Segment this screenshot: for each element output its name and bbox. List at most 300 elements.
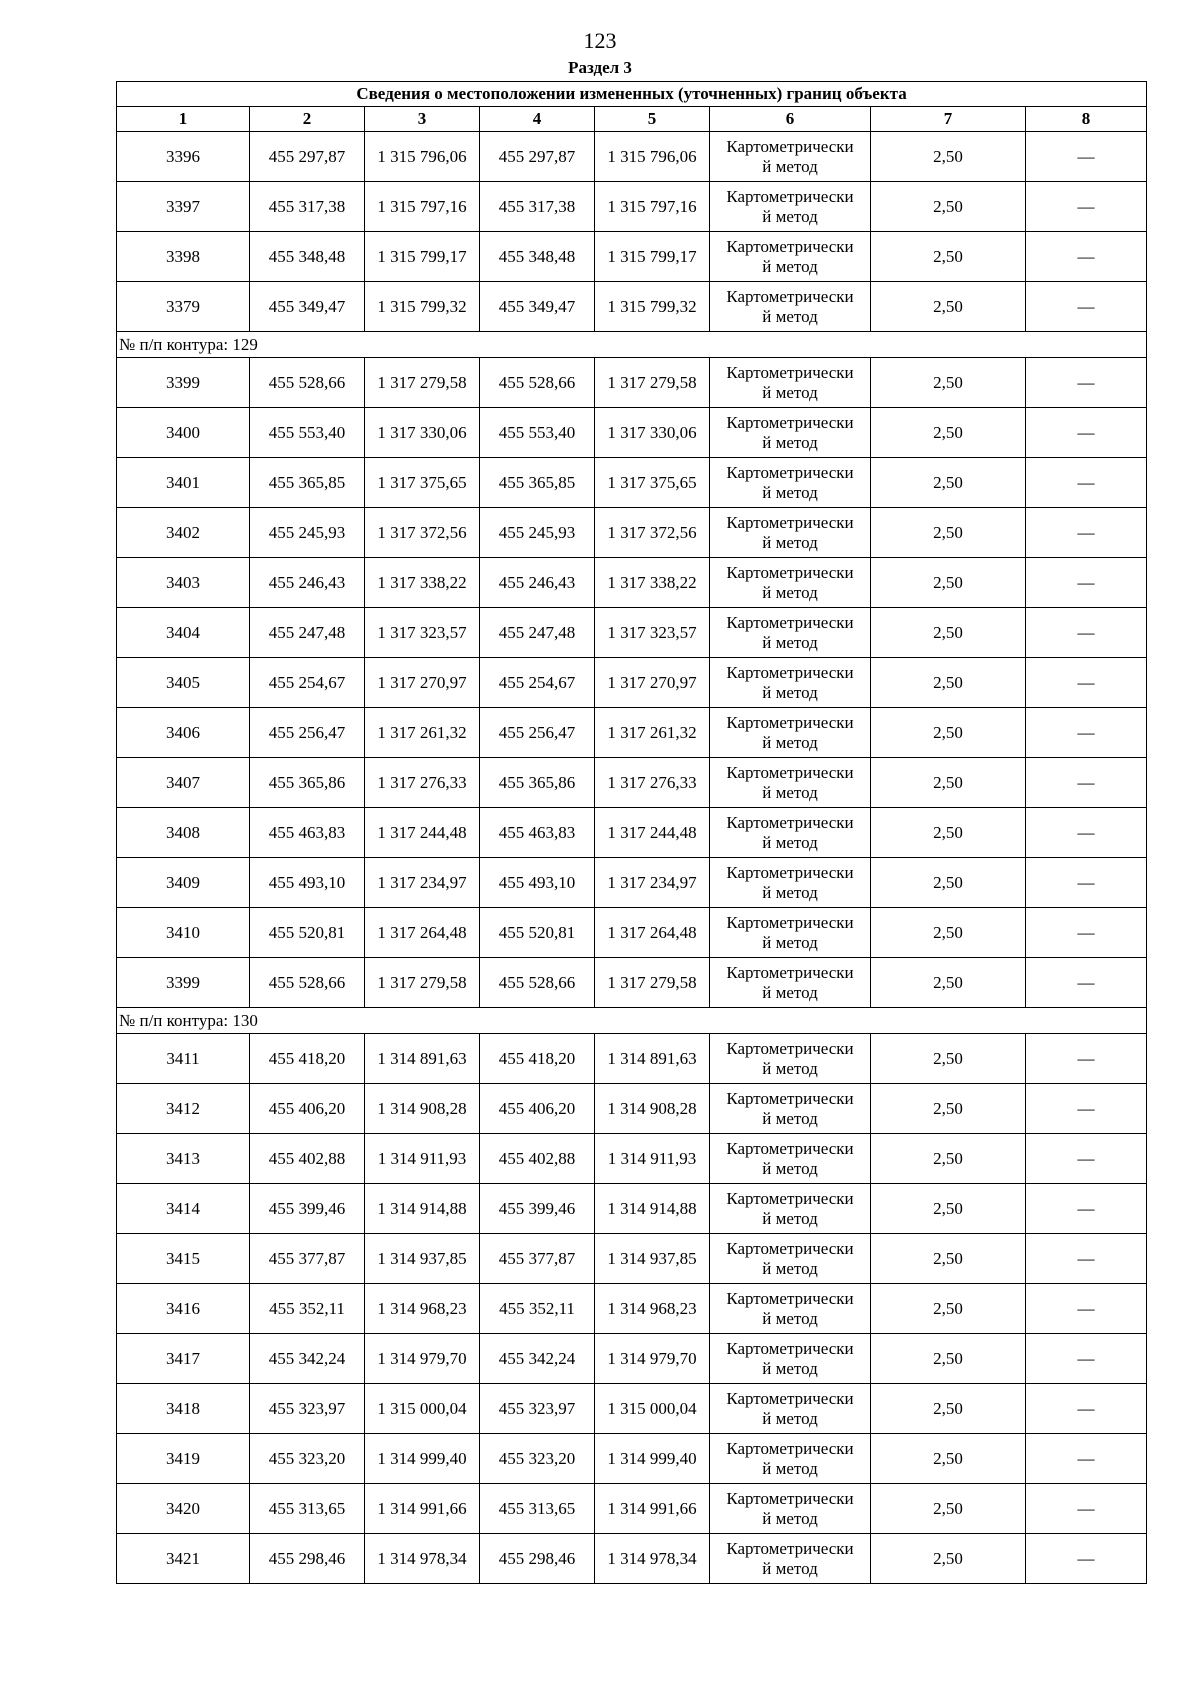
point-number-cell: 3411 [117,1034,250,1084]
point-number-cell: 3414 [117,1184,250,1234]
precision-cell: 2,50 [871,408,1026,458]
y-existing-cell: 1 314 914,88 [365,1184,480,1234]
y-existing-cell: 1 317 270,97 [365,658,480,708]
precision-cell: 2,50 [871,1034,1026,1084]
method-cell [710,1334,871,1384]
column-number-header: 2 [250,107,365,132]
method-text-line1: Картометрически [726,1338,854,1358]
point-number-cell: 3420 [117,1484,250,1534]
precision-cell: 2,50 [871,1434,1026,1484]
x-refined-cell: 455 313,65 [480,1484,595,1534]
x-refined-cell: 455 256,47 [480,708,595,758]
y-existing-cell: 1 317 323,57 [365,608,480,658]
y-existing-cell: 1 317 279,58 [365,358,480,408]
point-number-cell: 3398 [117,232,250,282]
method-text-line1: Картометрически [726,1538,854,1558]
precision-cell: 2,50 [871,508,1026,558]
method-cell [710,1384,871,1434]
y-existing-cell: 1 317 264,48 [365,908,480,958]
table-title: Сведения о местоположении измененных (уточненных) границ объекта [117,82,1147,107]
method-text-line1: Картометрически [726,612,854,632]
description-cell: — [1026,1334,1147,1384]
x-existing-cell: 455 528,66 [250,958,365,1008]
point-number-cell: 3399 [117,958,250,1008]
point-number-cell: 3417 [117,1334,250,1384]
table-title-row [117,82,1147,107]
x-refined-cell: 455 323,20 [480,1434,595,1484]
y-existing-cell: 1 314 991,66 [365,1484,480,1534]
method-text-line1: Картометрически [726,412,854,432]
x-existing-cell: 455 418,20 [250,1034,365,1084]
x-existing-cell: 455 297,87 [250,132,365,182]
precision-cell: 2,50 [871,658,1026,708]
x-existing-cell: 455 245,93 [250,508,365,558]
description-cell: — [1026,908,1147,958]
description-cell: — [1026,1284,1147,1334]
method-text-line2: й метод [762,782,818,802]
y-refined-cell: 1 314 978,34 [595,1534,710,1584]
column-number-header: 1 [117,107,250,132]
x-existing-cell: 455 317,38 [250,182,365,232]
point-number-cell: 3402 [117,508,250,558]
method-text-line2: й метод [762,582,818,602]
description-cell: — [1026,1034,1147,1084]
y-existing-cell: 1 314 908,28 [365,1084,480,1134]
boundary-coordinates-table [116,81,1147,1584]
method-text-line1: Картометрически [726,286,854,306]
method-cell [710,358,871,408]
table-row [117,182,1147,232]
table-row [117,1334,1147,1384]
y-refined-cell: 1 315 799,17 [595,232,710,282]
table-row [117,232,1147,282]
method-cell [710,1434,871,1484]
y-existing-cell: 1 315 799,32 [365,282,480,332]
y-refined-cell: 1 317 330,06 [595,408,710,458]
method-cell [710,1084,871,1134]
method-text-line2: й метод [762,1158,818,1178]
method-cell [710,658,871,708]
column-number-header: 5 [595,107,710,132]
method-text-line1: Картометрически [726,712,854,732]
method-cell [710,1484,871,1534]
description-cell: — [1026,1134,1147,1184]
table-row [117,1084,1147,1134]
x-refined-cell: 455 348,48 [480,232,595,282]
column-number-header: 3 [365,107,480,132]
method-cell [710,132,871,182]
y-existing-cell: 1 317 338,22 [365,558,480,608]
precision-cell: 2,50 [871,558,1026,608]
method-text-line1: Картометрически [726,812,854,832]
description-cell: — [1026,808,1147,858]
x-existing-cell: 455 352,11 [250,1284,365,1334]
y-refined-cell: 1 317 261,32 [595,708,710,758]
precision-cell: 2,50 [871,958,1026,1008]
x-existing-cell: 455 323,97 [250,1384,365,1434]
method-cell [710,1034,871,1084]
x-existing-cell: 455 493,10 [250,858,365,908]
y-refined-cell: 1 314 999,40 [595,1434,710,1484]
method-text-line2: й метод [762,732,818,752]
description-cell: — [1026,958,1147,1008]
contour-label: № п/п контура: 129 [117,332,1147,358]
point-number-cell: 3406 [117,708,250,758]
table-row [117,1384,1147,1434]
y-existing-cell: 1 317 261,32 [365,708,480,758]
x-refined-cell: 455 349,47 [480,282,595,332]
x-existing-cell: 455 323,20 [250,1434,365,1484]
method-cell [710,1134,871,1184]
description-cell: — [1026,232,1147,282]
x-refined-cell: 455 493,10 [480,858,595,908]
method-cell [710,708,871,758]
precision-cell: 2,50 [871,608,1026,658]
y-existing-cell: 1 315 000,04 [365,1384,480,1434]
y-refined-cell: 1 315 796,06 [595,132,710,182]
point-number-cell: 3397 [117,182,250,232]
description-cell: — [1026,608,1147,658]
method-text-line1: Картометрически [726,1388,854,1408]
description-cell: — [1026,858,1147,908]
x-refined-cell: 455 553,40 [480,408,595,458]
y-refined-cell: 1 314 908,28 [595,1084,710,1134]
point-number-cell: 3409 [117,858,250,908]
y-existing-cell: 1 315 797,16 [365,182,480,232]
method-text-line2: й метод [762,1558,818,1578]
column-number-header: 7 [871,107,1026,132]
description-cell: — [1026,1184,1147,1234]
table-row [117,1134,1147,1184]
precision-cell: 2,50 [871,1384,1026,1434]
table-row [117,808,1147,858]
x-refined-cell: 455 365,85 [480,458,595,508]
y-existing-cell: 1 314 999,40 [365,1434,480,1484]
y-refined-cell: 1 314 891,63 [595,1034,710,1084]
x-refined-cell: 455 528,66 [480,358,595,408]
y-refined-cell: 1 317 375,65 [595,458,710,508]
point-number-cell: 3413 [117,1134,250,1184]
method-text-line2: й метод [762,482,818,502]
x-refined-cell: 455 406,20 [480,1084,595,1134]
y-existing-cell: 1 315 799,17 [365,232,480,282]
y-existing-cell: 1 315 796,06 [365,132,480,182]
method-text-line2: й метод [762,1258,818,1278]
description-cell: — [1026,358,1147,408]
description-cell: — [1026,1234,1147,1284]
table-row [117,858,1147,908]
y-existing-cell: 1 317 276,33 [365,758,480,808]
description-cell: — [1026,508,1147,558]
table-row [117,1484,1147,1534]
method-text-line2: й метод [762,156,818,176]
description-cell: — [1026,558,1147,608]
y-existing-cell: 1 314 979,70 [365,1334,480,1384]
point-number-cell: 3408 [117,808,250,858]
y-refined-cell: 1 317 264,48 [595,908,710,958]
y-refined-cell: 1 317 338,22 [595,558,710,608]
x-refined-cell: 455 399,46 [480,1184,595,1234]
point-number-cell: 3418 [117,1384,250,1434]
y-refined-cell: 1 314 937,85 [595,1234,710,1284]
page-number: 123 [583,28,617,53]
method-text-line2: й метод [762,1108,818,1128]
method-cell [710,808,871,858]
method-text-line1: Картометрически [726,1038,854,1058]
method-text-line2: й метод [762,1458,818,1478]
x-refined-cell: 455 463,83 [480,808,595,858]
contour-header-row [117,1008,1147,1034]
x-existing-cell: 455 463,83 [250,808,365,858]
y-existing-cell: 1 317 234,97 [365,858,480,908]
method-text-line2: й метод [762,1358,818,1378]
method-text-line2: й метод [762,882,818,902]
table-row [117,132,1147,182]
x-refined-cell: 455 323,97 [480,1384,595,1434]
table-row [117,908,1147,958]
y-refined-cell: 1 317 279,58 [595,358,710,408]
x-existing-cell: 455 298,46 [250,1534,365,1584]
method-cell [710,858,871,908]
description-cell: — [1026,458,1147,508]
method-cell [710,758,871,808]
point-number-cell: 3396 [117,132,250,182]
precision-cell: 2,50 [871,808,1026,858]
table-row [117,458,1147,508]
point-number-cell: 3405 [117,658,250,708]
method-text-line2: й метод [762,1308,818,1328]
table-row [117,1434,1147,1484]
method-text-line2: й метод [762,932,818,952]
method-text-line1: Картометрически [726,462,854,482]
precision-cell: 2,50 [871,132,1026,182]
x-existing-cell: 455 399,46 [250,1184,365,1234]
point-number-cell: 3410 [117,908,250,958]
x-existing-cell: 455 247,48 [250,608,365,658]
table-row [117,608,1147,658]
method-text-line1: Картометрически [726,1138,854,1158]
method-text-line2: й метод [762,982,818,1002]
method-text-line1: Картометрически [726,562,854,582]
precision-cell: 2,50 [871,708,1026,758]
point-number-cell: 3415 [117,1234,250,1284]
y-existing-cell: 1 314 891,63 [365,1034,480,1084]
table-row [117,758,1147,808]
method-cell [710,458,871,508]
precision-cell: 2,50 [871,1334,1026,1384]
precision-cell: 2,50 [871,1134,1026,1184]
method-text-line2: й метод [762,382,818,402]
y-existing-cell: 1 317 279,58 [365,958,480,1008]
method-cell [710,1284,871,1334]
precision-cell: 2,50 [871,858,1026,908]
point-number-cell: 3407 [117,758,250,808]
y-refined-cell: 1 317 244,48 [595,808,710,858]
method-cell [710,408,871,458]
x-refined-cell: 455 246,43 [480,558,595,608]
y-existing-cell: 1 314 911,93 [365,1134,480,1184]
method-text-line2: й метод [762,256,818,276]
method-cell [710,958,871,1008]
x-existing-cell: 455 365,85 [250,458,365,508]
method-text-line1: Картометрически [726,762,854,782]
description-cell: — [1026,182,1147,232]
x-refined-cell: 455 352,11 [480,1284,595,1334]
method-text-line2: й метод [762,832,818,852]
table-row [117,1034,1147,1084]
description-cell: — [1026,1084,1147,1134]
point-number-cell: 3404 [117,608,250,658]
x-existing-cell: 455 246,43 [250,558,365,608]
column-number-header: 4 [480,107,595,132]
precision-cell: 2,50 [871,282,1026,332]
y-existing-cell: 1 314 978,34 [365,1534,480,1584]
method-text-line1: Картометрически [726,236,854,256]
y-refined-cell: 1 317 276,33 [595,758,710,808]
method-text-line2: й метод [762,206,818,226]
x-existing-cell: 455 342,24 [250,1334,365,1384]
contour-label: № п/п контура: 130 [117,1008,1147,1034]
column-number-row [117,107,1147,132]
x-refined-cell: 455 418,20 [480,1034,595,1084]
method-text-line2: й метод [762,632,818,652]
y-existing-cell: 1 314 937,85 [365,1234,480,1284]
description-cell: — [1026,408,1147,458]
table-row [117,508,1147,558]
precision-cell: 2,50 [871,758,1026,808]
x-existing-cell: 455 348,48 [250,232,365,282]
y-refined-cell: 1 317 270,97 [595,658,710,708]
point-number-cell: 3399 [117,358,250,408]
method-text-line2: й метод [762,682,818,702]
x-existing-cell: 455 402,88 [250,1134,365,1184]
y-existing-cell: 1 317 244,48 [365,808,480,858]
y-existing-cell: 1 317 330,06 [365,408,480,458]
table-row [117,1284,1147,1334]
table-row [117,708,1147,758]
x-existing-cell: 455 406,20 [250,1084,365,1134]
table-row [117,1234,1147,1284]
x-refined-cell: 455 254,67 [480,658,595,708]
y-existing-cell: 1 314 968,23 [365,1284,480,1334]
method-text-line1: Картометрически [726,862,854,882]
precision-cell: 2,50 [871,182,1026,232]
y-refined-cell: 1 317 279,58 [595,958,710,1008]
x-refined-cell: 455 317,38 [480,182,595,232]
section-title: Раздел 3 [568,58,632,77]
y-refined-cell: 1 314 968,23 [595,1284,710,1334]
method-text-line2: й метод [762,1508,818,1528]
y-refined-cell: 1 314 991,66 [595,1484,710,1534]
method-cell [710,608,871,658]
x-existing-cell: 455 365,86 [250,758,365,808]
precision-cell: 2,50 [871,1184,1026,1234]
table-row [117,658,1147,708]
method-text-line2: й метод [762,1408,818,1428]
y-refined-cell: 1 314 914,88 [595,1184,710,1234]
description-cell: — [1026,658,1147,708]
method-text-line1: Картометрически [726,962,854,982]
table-row [117,1534,1147,1584]
method-text-line1: Картометрически [726,1238,854,1258]
method-text-line1: Картометрически [726,136,854,156]
x-existing-cell: 455 520,81 [250,908,365,958]
method-text-line1: Картометрически [726,1188,854,1208]
y-existing-cell: 1 317 372,56 [365,508,480,558]
method-text-line1: Картометрически [726,1488,854,1508]
method-text-line1: Картометрически [726,362,854,382]
method-cell [710,508,871,558]
y-refined-cell: 1 314 911,93 [595,1134,710,1184]
description-cell: — [1026,1534,1147,1584]
x-existing-cell: 455 254,67 [250,658,365,708]
precision-cell: 2,50 [871,358,1026,408]
method-text-line2: й метод [762,432,818,452]
precision-cell: 2,50 [871,232,1026,282]
x-refined-cell: 455 342,24 [480,1334,595,1384]
x-refined-cell: 455 297,87 [480,132,595,182]
method-text-line1: Картометрически [726,1438,854,1458]
contour-header-row [117,332,1147,358]
y-refined-cell: 1 315 799,32 [595,282,710,332]
precision-cell: 2,50 [871,1084,1026,1134]
description-cell: — [1026,1434,1147,1484]
x-existing-cell: 455 553,40 [250,408,365,458]
point-number-cell: 3412 [117,1084,250,1134]
column-number-header: 6 [710,107,871,132]
table-row [117,1184,1147,1234]
table-row [117,282,1147,332]
method-cell [710,1234,871,1284]
method-cell [710,1534,871,1584]
method-cell [710,1184,871,1234]
method-text-line1: Картометрически [726,1288,854,1308]
method-text-line1: Картометрически [726,512,854,532]
description-cell: — [1026,132,1147,182]
method-cell [710,182,871,232]
y-refined-cell: 1 317 234,97 [595,858,710,908]
method-text-line1: Картометрически [726,1088,854,1108]
description-cell: — [1026,1384,1147,1434]
method-cell [710,558,871,608]
method-text-line2: й метод [762,1208,818,1228]
x-refined-cell: 455 245,93 [480,508,595,558]
x-refined-cell: 455 377,87 [480,1234,595,1284]
method-text-line1: Картометрически [726,912,854,932]
y-refined-cell: 1 317 323,57 [595,608,710,658]
x-refined-cell: 455 402,88 [480,1134,595,1184]
point-number-cell: 3421 [117,1534,250,1584]
method-cell [710,908,871,958]
x-refined-cell: 455 528,66 [480,958,595,1008]
method-text-line2: й метод [762,306,818,326]
precision-cell: 2,50 [871,458,1026,508]
y-refined-cell: 1 317 372,56 [595,508,710,558]
y-refined-cell: 1 314 979,70 [595,1334,710,1384]
table-row [117,358,1147,408]
point-number-cell: 3403 [117,558,250,608]
x-refined-cell: 455 365,86 [480,758,595,808]
point-number-cell: 3416 [117,1284,250,1334]
method-text-line2: й метод [762,1058,818,1078]
method-cell [710,232,871,282]
table-row [117,408,1147,458]
description-cell: — [1026,282,1147,332]
x-refined-cell: 455 520,81 [480,908,595,958]
description-cell: — [1026,708,1147,758]
x-existing-cell: 455 528,66 [250,358,365,408]
method-text-line1: Картометрически [726,662,854,682]
